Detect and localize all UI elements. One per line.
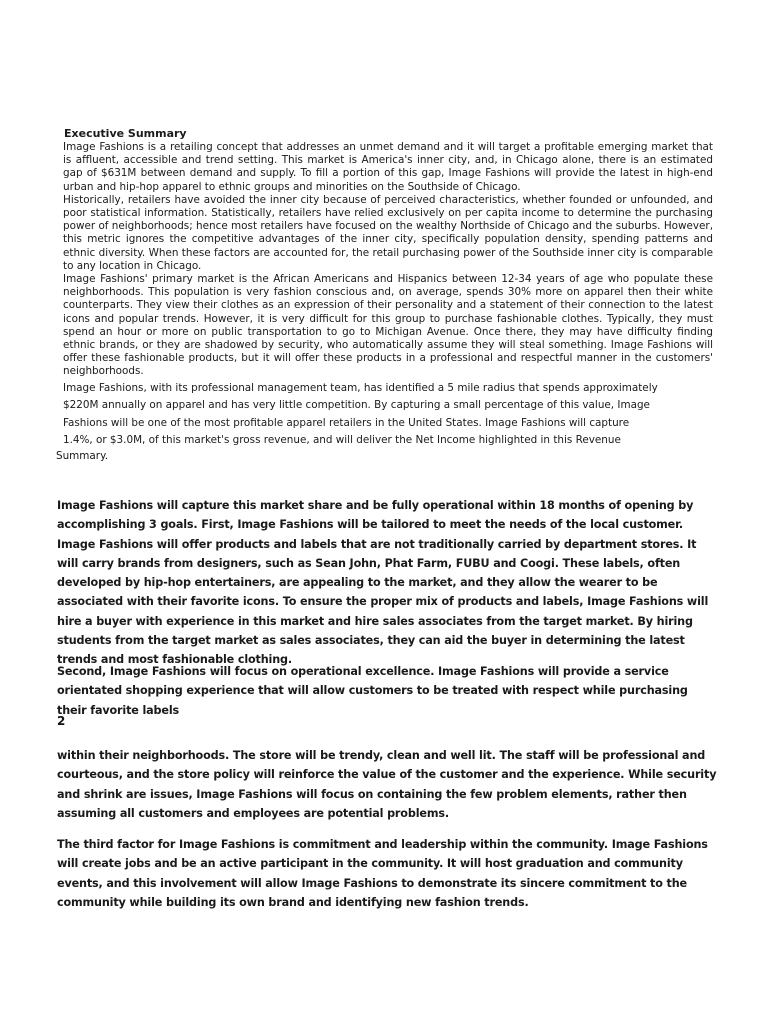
paragraph-text: Second, Image Fashions will focus on operational excellence. Image Fashions will provide a service orientated shopping experience that will allow customers to be treated with respect while purchasing their favorite labels [57, 665, 688, 717]
summary-line: Image Fashions, with its professional management team, has identified a 5 mile radius that spends approximately [63, 381, 658, 394]
paragraph-market: Image Fashions' primary market is the African Americans and Hispanics between 12-34 years of age who populate these neighborhoods. This population is very fashion conscious and, on average, spends 30% more on apparel then their white counterparts. They view their clothes as an expression of their personality and a statement of their connection to the latest icons and popular trends. However, it is very difficult for this group to purchase fashionable clothes. Typically, they must spend an hour or more on public transportation to go to Michigan Avenue. Once there, they may have difficulty finding ethnic brands, or they are shadowed by security, who automatically assume they will steal something. Image Fashions will offer these fashionable products, but it will offer these products in a professional and respectful manner in the customers' neighborhoods. [63, 273, 713, 378]
paragraph-text: Image Fashions will capture this market share and be fully operational within 18 months of opening by accomplishing 3 goals. First, Image Fashions will be tailored to meet the needs of the local customer. Image Fashions will offer products and labels that are not traditionally carried by department stores. It will carry brands from designers, such as Sean John, Phat Farm, FUBU and Coogi. These labels, often developed by hip-hop entertainers, are appealing to the market, and they allow the wearer to be associated with their favorite icons. To ensure the proper mix of products and labels, Image Fashions will hire a buyer with experience in this market and hire sales associates from the target market. By hiring students from the target market as sales associates, they can aid the buyer in determining the latest trends and most fashionable clothing. [57, 499, 709, 667]
paragraph-goals [57, 496, 721, 670]
paragraph-history: Historically, retailers have avoided the inner city because of perceived characteristics, whether founded or unfounded, and poor statistical information. Statistically, retailers have relied exclusively on per capita income to determine the purchasing power of neighborhoods; hence most retailers have focused on the wealthy Northside of Chicago and the suburbs. However, this metric ignores the competitive advantages of the inner city, specifically population density, spending patterns and ethnic diversity. When these factors are accounted for, the retail purchasing power of the Southside inner city is comparable to any location in Chicago. [63, 193, 713, 272]
paragraph-text: The third factor for Image Fashions is commitment and leadership within the community. Image Fashions will create jobs and be an active participant in the community. It will host graduation and community events, and this involvement will allow Image Fashions to demonstrate its sincere commitment to the community while building its own brand and identifying new fashion trends. [57, 838, 708, 909]
summary-line: $220M annually on apparel and has very little competition. By capturing a small percentage of this value, Image [63, 399, 650, 412]
executive-summary-section [56, 127, 713, 463]
summary-line: 1.4%, or $3.0M, of this market's gross revenue, and will deliver the Net Income highlighted in this Revenue [63, 434, 621, 447]
section-heading: Executive Summary [64, 127, 187, 140]
page-number: 2 [57, 714, 66, 728]
summary-lines [63, 380, 713, 450]
paragraph-text: within their neighborhoods. The store will be trendy, clean and well lit. The staff will be professional and courteous, and the store policy will reinforce the value of the customer and the experience. While security and shrink are issues, Image Fashions will focus on containing the few problem elements, rather then assuming all customers and employees are potential problems. [57, 749, 717, 820]
paragraph-intro: Image Fashions is a retailing concept that addresses an unmet demand and it will target a profitable emerging market that is affluent, accessible and trend setting. This market is America's inner city, and, in Chicago alone, there is an estimated gap of $631M between demand and supply. To fill a portion of this gap, Image Fashions will provide the latest in high-end urban and hip-hop apparel to ethnic groups and minorities on the Southside of Chicago. [63, 141, 713, 193]
summary-line: Fashions will be one of the most profitable apparel retailers in the United States. Image Fashions will capture [63, 416, 630, 429]
summary-tail: Summary. [56, 449, 109, 462]
paragraph-store [57, 746, 721, 823]
paragraph-operational [57, 662, 721, 720]
paragraph-community [57, 835, 721, 912]
